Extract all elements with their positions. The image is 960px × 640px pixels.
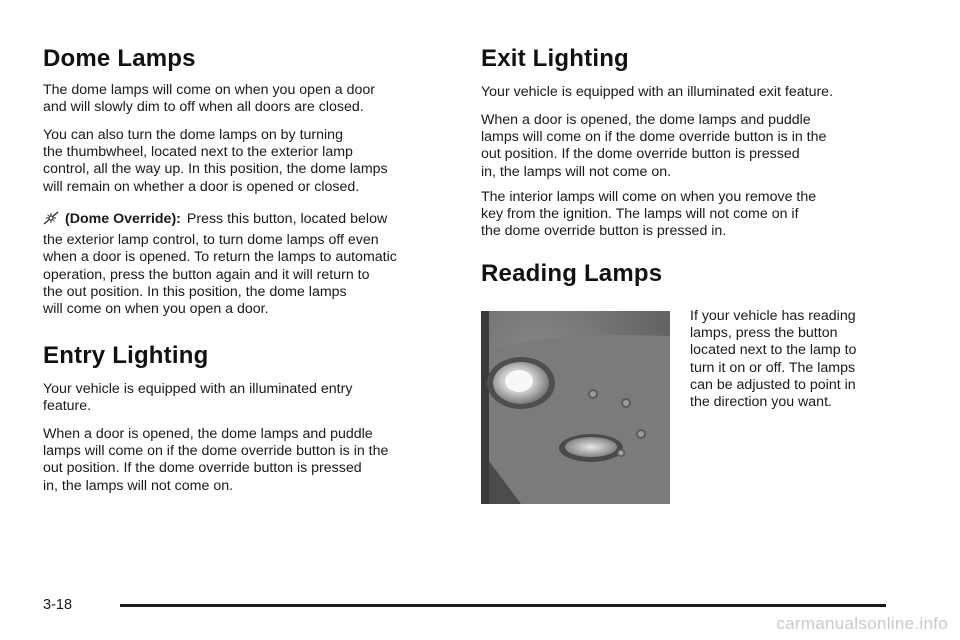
reading-lamps-paragraph: If your vehicle has reading lamps, press the button located next to the lamp to turn it on or off. The lamps can be adjusted to point in the direction you want. [690,308,857,411]
exit-lighting-paragraph-3: The interior lamps will come on when you remove the key from the ignition. The lamps will not come on if the dome override button is pressed in. [481,189,817,240]
page-number: 3-18 [43,597,73,613]
dome-lamps-paragraph-1: The dome lamps will come on when you open a door and will slowly dim to off when all doors are closed. [43,82,376,116]
dome-override-label: (Dome Override): [65,211,181,227]
dome-override-paragraph [43,211,397,318]
watermark: carmanualsonline.info [776,614,948,633]
exit-lighting-paragraph-1: Your vehicle is equipped with an illuminated exit feature. [481,84,834,100]
reading-lamps-illustration [481,311,670,504]
dome-override-rest: the exterior lamp control, to turn dome lamps off even when a door is opened. To return the lamps to automatic operation, press the button again and it will return to the out position. In this position, the dome lamps will come on when you open a door. [43,232,397,318]
dome-lamps-paragraph-2: You can also turn the dome lamps on by turning the thumbwheel, located next to the exterior lamp control, all the way up. In this position, the dome lamps will remain on whether a door is opened or closed. [43,127,388,195]
dome-override-first-line [43,211,397,228]
exit-lighting-paragraph-2: When a door is opened, the dome lamps and puddle lamps will come on if the dome override button is in the out position. If the dome override button is pressed in, the lamps will not come on. [481,112,827,180]
entry-lighting-paragraph-2: When a door is opened, the dome lamps and puddle lamps will come on if the dome override button is in the out position. If the dome override button is pressed in, the lamps will not come on. [43,426,389,494]
entry-lighting-heading: Entry Lighting [43,342,209,369]
dome-override-icon [43,211,59,225]
reading-lamps-heading: Reading Lamps [481,260,663,287]
dome-lamps-heading: Dome Lamps [43,45,196,72]
footer-rule [120,604,886,607]
reading-lamps-photo [481,311,670,504]
dome-override-first-text: Press this button, located below [186,211,388,227]
entry-lighting-paragraph-1: Your vehicle is equipped with an illuminated entry feature. [43,381,353,415]
exit-lighting-heading: Exit Lighting [481,45,629,72]
